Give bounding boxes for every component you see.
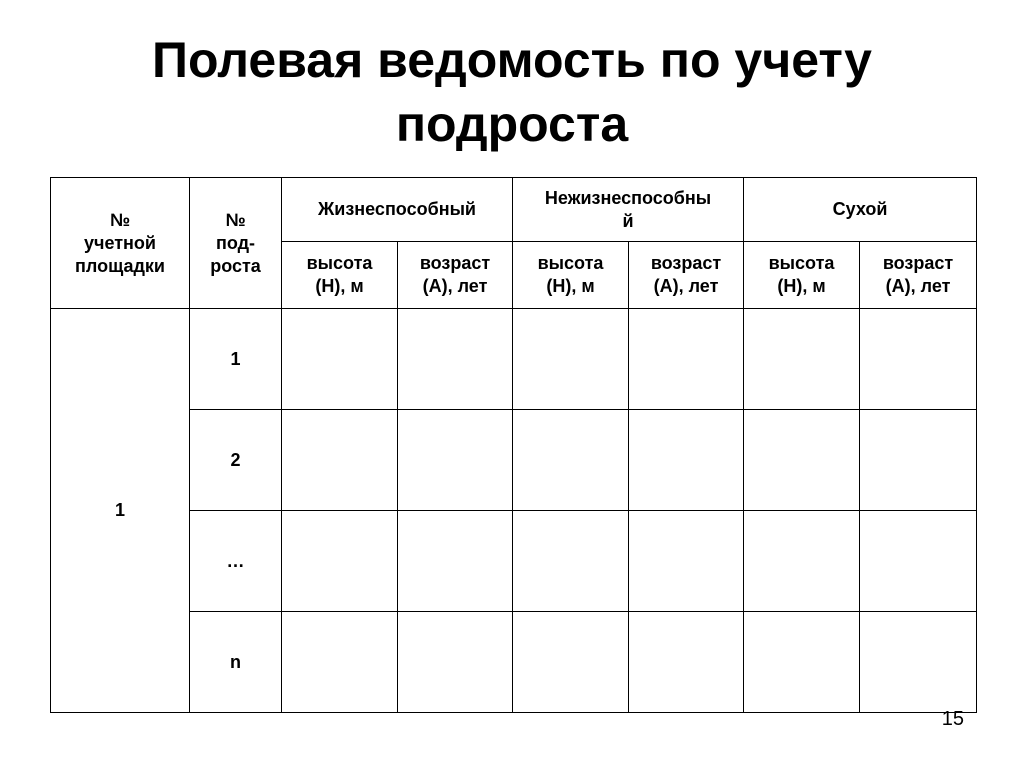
title-line-2: подроста [395,96,629,152]
data-cell[interactable] [744,612,860,713]
data-cell[interactable] [282,612,398,713]
sapling-number-cell: n [190,612,282,713]
data-cell[interactable] [398,612,513,713]
data-cell[interactable] [629,511,744,612]
field-sheet-table [50,177,977,713]
subheader-height: высота (Н), м [744,242,860,309]
header-group-viable: Жизнеспособный [282,178,513,242]
sapling-number-cell: … [190,511,282,612]
data-cell[interactable] [629,612,744,713]
table-row [51,511,977,612]
header-group-nonviable: Нежизнеспособны й [513,178,744,242]
table-row [51,612,977,713]
data-cell[interactable] [860,511,977,612]
data-cell[interactable] [513,410,629,511]
page-title [0,28,1024,156]
subheader-height: высота (Н), м [282,242,398,309]
sapling-number-cell: 2 [190,410,282,511]
data-cell[interactable] [513,511,629,612]
data-cell[interactable] [282,511,398,612]
data-cell[interactable] [629,410,744,511]
data-cell[interactable] [513,612,629,713]
subheader-age: возраст (А), лет [398,242,513,309]
data-cell[interactable] [398,309,513,410]
table-row [51,309,977,410]
title-line-1: Полевая ведомость по учету [152,32,872,88]
subheader-age: возраст (А), лет [860,242,977,309]
data-cell[interactable] [744,410,860,511]
header-plot-number: № учетной площадки [51,178,190,309]
data-cell[interactable] [513,309,629,410]
data-cell[interactable] [744,309,860,410]
data-cell[interactable] [629,309,744,410]
subheader-age: возраст (А), лет [629,242,744,309]
data-cell[interactable] [860,612,977,713]
subheader-height: высота (Н), м [513,242,629,309]
plot-number-cell: 1 [51,309,190,713]
table-row [51,410,977,511]
header-group-dry: Сухой [744,178,977,242]
data-cell[interactable] [860,309,977,410]
data-cell[interactable] [282,410,398,511]
header-sapling-number: № под- роста [190,178,282,309]
data-cell[interactable] [398,511,513,612]
data-cell[interactable] [398,410,513,511]
data-cell[interactable] [744,511,860,612]
data-cell[interactable] [860,410,977,511]
slide-page-number: 15 [941,708,964,730]
sapling-number-cell: 1 [190,309,282,410]
data-cell[interactable] [282,309,398,410]
